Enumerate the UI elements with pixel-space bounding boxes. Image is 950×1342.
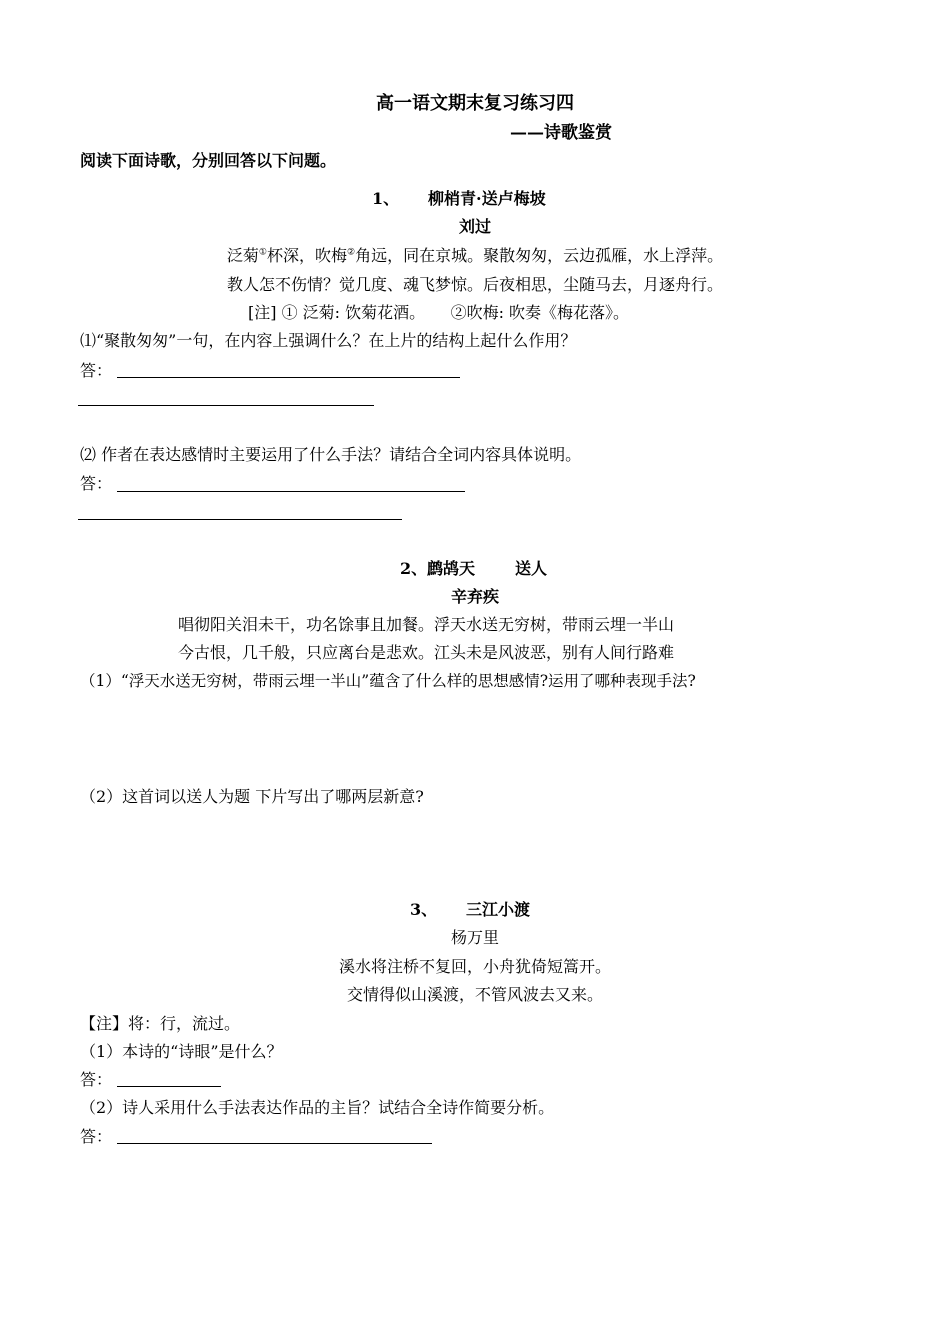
poem3-answer-2-line[interactable]	[117, 1143, 432, 1144]
poem1-question-1: ⑴“聚散匆匆”一句，在内容上强调什么？在上片的结构上起什么作用？	[80, 331, 577, 350]
poem1-answer-1-line[interactable]	[117, 377, 460, 378]
poem2-question-2: （2）这首词以送人为题 下片写出了哪两层新意?	[80, 787, 424, 806]
poem2-question-1: （1）“浮天水送无穷树，带雨云埋一半山”蕴含了什么样的思想感情?运用了哪种表现手法?	[80, 672, 696, 690]
page-title: 高一语文期末复习练习四	[376, 93, 574, 114]
poem1-answer-2-line[interactable]	[117, 491, 465, 492]
poem1-question-2: ⑵ 作者在表达感情时主要运用了什么手法？请结合全词内容具体说明。	[80, 445, 582, 464]
poem2-number: 2、	[400, 559, 428, 578]
poem3-answer-1-line[interactable]	[117, 1086, 221, 1087]
poem1-title: 柳梢青·送卢梅坡	[428, 189, 546, 208]
poem3-line-1: 溪水将注桥不复回，小舟犹倚短篙开。	[338, 957, 611, 976]
poem1-answer-1-line-2[interactable]	[78, 405, 374, 406]
poem3-question-1: （1）本诗的“诗眼”是什么？	[80, 1042, 283, 1061]
poem2-line-2: 今古恨，几千般，只应离台是悲欢。江头未是风波恶，别有人间行路难	[178, 643, 675, 662]
poem3-author: 杨万里	[450, 928, 499, 947]
poem3-line-2: 交情得似山溪渡，不管风波去又来。	[346, 985, 603, 1004]
poem2-subtitle: 送人	[515, 559, 548, 578]
poem2-line-1: 唱彻阳关泪未干，功名馀事且加餐。浮天水送无穷树，带雨云埋一半山	[178, 615, 675, 634]
poem3-note: 【注】将：行，流过。	[80, 1014, 241, 1033]
poem3-answer-1-label: 答：	[80, 1070, 113, 1089]
poem1-answer-2-label: 答：	[80, 474, 113, 493]
poem1-answer-1-label: 答：	[80, 361, 113, 380]
poem1-answer-2-line-2[interactable]	[78, 519, 402, 520]
poem1-note: [注] ① 泛菊: 饮菊花酒。 ②吹梅: 吹奏《梅花落》。	[248, 303, 630, 322]
poem3-number: 3、	[410, 900, 438, 919]
poem1-number: 1、	[372, 189, 400, 208]
poem3-title: 三江小渡	[466, 900, 531, 919]
poem1-line-2: 教人怎不伤情？觉几度、魂飞梦惊。后夜相思，尘随马去，月逐舟行。	[226, 275, 723, 294]
poem2-author: 辛弃疾	[450, 587, 499, 606]
poem2-title: 鹧鸪天	[427, 559, 476, 578]
poem1-line-1: 泛菊①杯深，吹梅②角远，同在京城。聚散匆匆，云边孤雁，水上浮萍。	[226, 246, 724, 265]
page-subtitle: ——诗歌鉴赏	[510, 123, 612, 143]
poem1-author: 刘过	[458, 217, 491, 236]
poem3-answer-2-label: 答：	[80, 1127, 113, 1146]
instruction: 阅读下面诗歌，分别回答以下问题。	[80, 151, 337, 170]
poem3-question-2: （2）诗人采用什么手法表达作品的主旨？试结合全诗作简要分析。	[80, 1098, 555, 1117]
